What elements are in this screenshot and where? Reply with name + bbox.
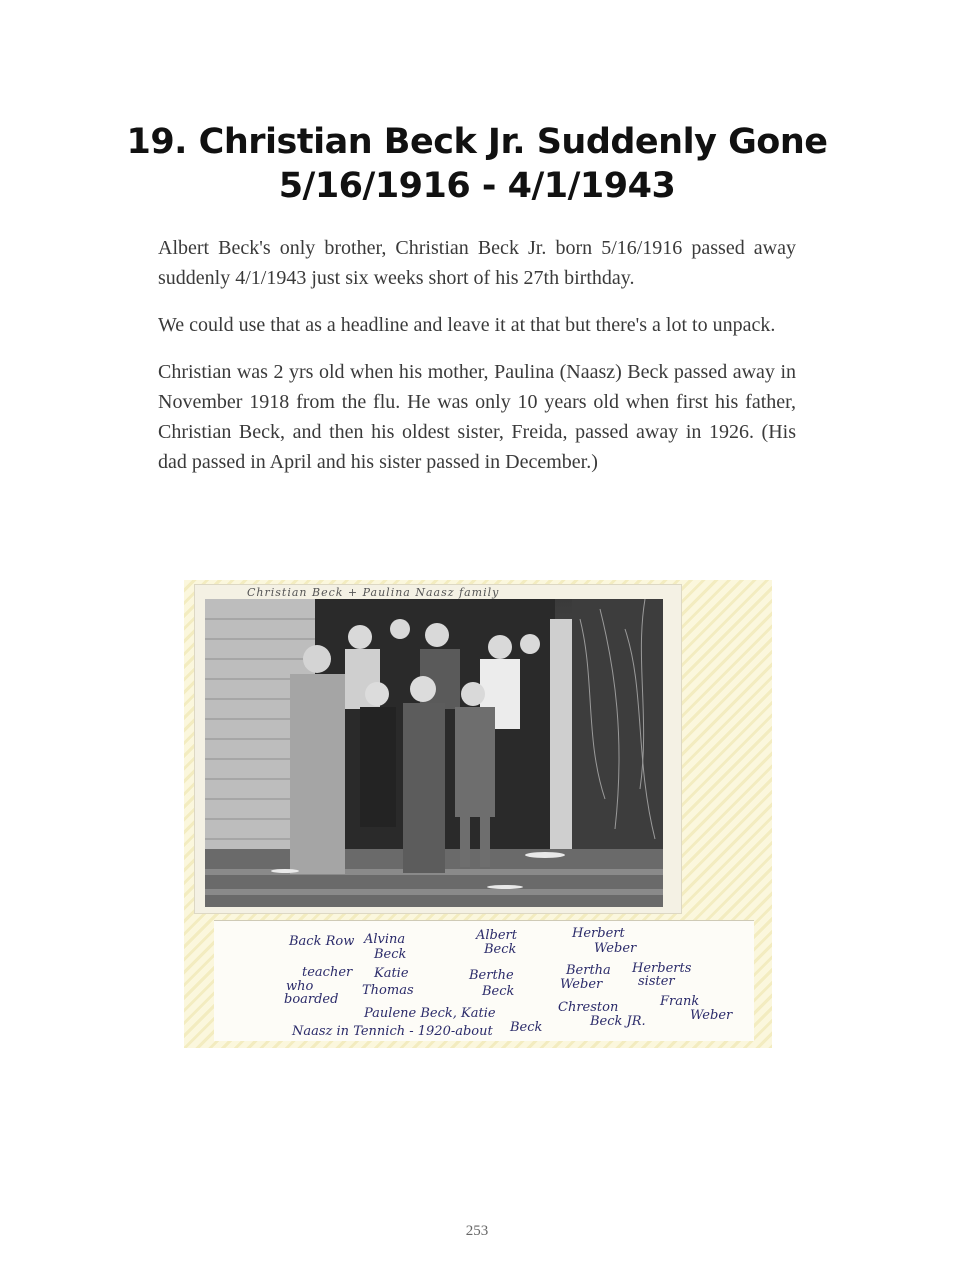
note-albert: Albert: [476, 928, 517, 943]
note-herbert-weber: Weber: [594, 941, 637, 956]
note-frank-weber: Weber: [690, 1008, 733, 1023]
note-back-row: Back Row: [289, 934, 355, 949]
handwritten-notes: [214, 920, 754, 1041]
note-naasz: Naasz in Tennich - 1920-about: [292, 1024, 493, 1039]
note-thomas: Thomas: [362, 983, 414, 998]
note-bertha: Bertha: [566, 963, 611, 978]
note-berthe-beck: Beck: [482, 984, 515, 999]
note-herbert: Herbert: [572, 926, 625, 941]
note-who: who: [286, 979, 314, 994]
paragraph-2: We could use that as a headline and leave it at that but there's a lot to unpack.: [158, 314, 776, 336]
note-berthe: Berthe: [469, 968, 514, 983]
paragraph-1: Albert Beck's only brother, Christian Beck Jr. born 5/16/1916 passed away suddenly 4/1/1943 just six weeks short of his 27th birthday.: [158, 237, 796, 289]
family-photograph: [205, 599, 663, 907]
note-katie: Katie: [374, 966, 409, 981]
note-alvina: Alvina: [364, 932, 406, 947]
note-paulene: Paulene Beck, Katie: [364, 1006, 496, 1021]
photo-top-caption: Christian Beck + Paulina Naasz family: [247, 586, 500, 599]
page-number: 253: [465, 1223, 489, 1239]
note-frank: Frank: [660, 994, 700, 1009]
note-herberts: Herberts: [632, 961, 692, 976]
title-line-1: 19. Christian Beck Jr. Suddenly Gone: [126, 122, 828, 162]
photo-card: [194, 584, 682, 914]
note-alvina-beck: Beck: [374, 947, 407, 962]
family-photograph-illustration: [205, 599, 663, 907]
title-line-2: 5/16/1916 - 4/1/1943: [278, 166, 676, 206]
note-bertha-weber: Weber: [560, 977, 603, 992]
note-sister: sister: [638, 974, 675, 989]
note-boarded: boarded: [284, 992, 339, 1007]
body-text: [158, 233, 796, 494]
family-photo-scan: [184, 580, 772, 1048]
paragraph-3: Christian was 2 yrs old when his mother, Paulina (Naasz) Beck passed away in November 1918 from the flu. He was only 10 years old when first his father, Christian Beck, and then his oldest sister, Freida, passed away in 1926. (His dad passed in April and his sister passed in December.): [158, 361, 796, 473]
chapter-title: [120, 120, 834, 208]
note-katie-beck: Beck: [510, 1020, 543, 1035]
note-chreston-jr: Beck JR.: [590, 1014, 646, 1029]
note-chreston: Chreston: [558, 1000, 619, 1015]
note-teacher: teacher: [302, 965, 353, 980]
note-albert-beck: Beck: [484, 942, 517, 957]
